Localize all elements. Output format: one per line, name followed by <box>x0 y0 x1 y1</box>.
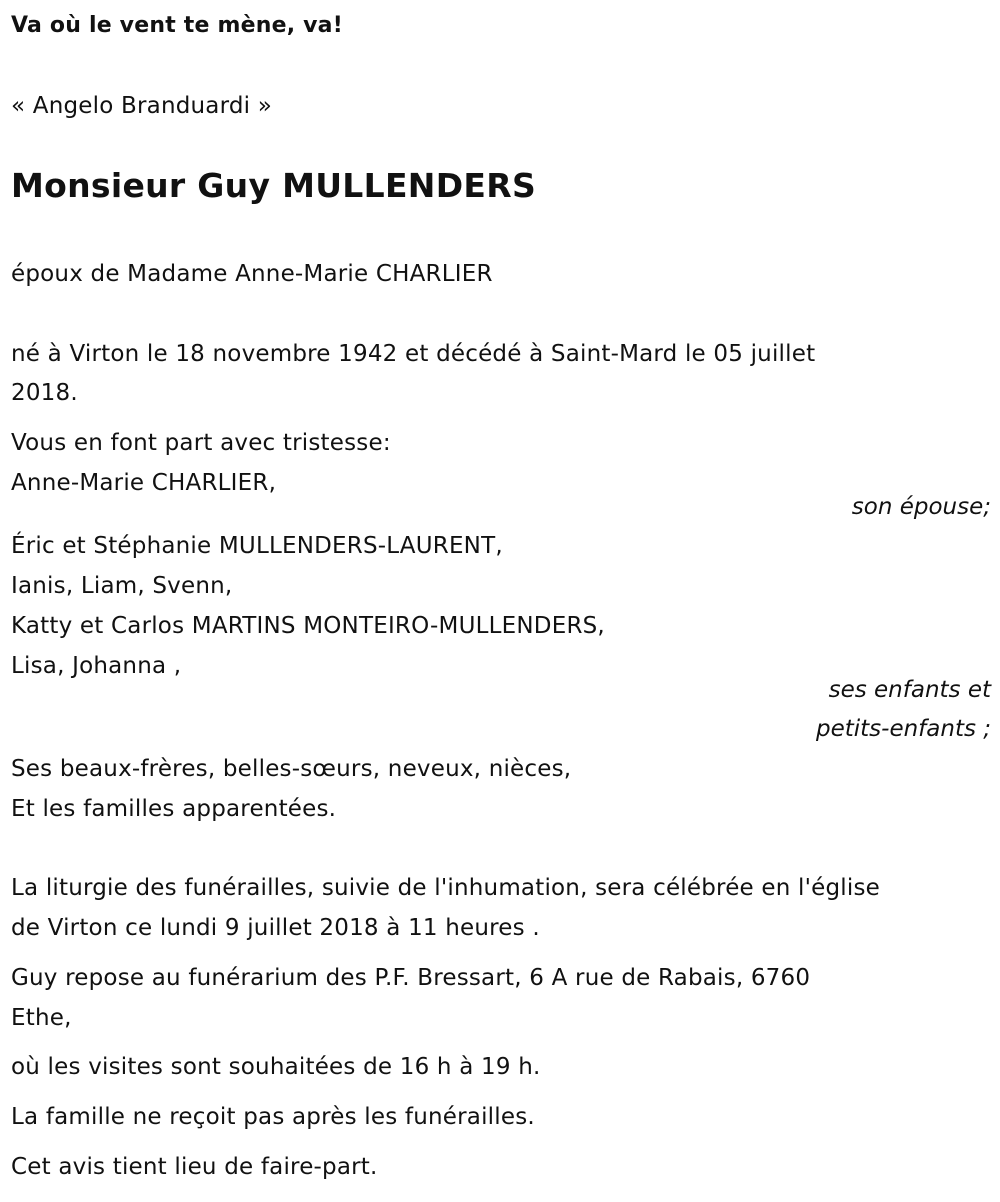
funeral-line-2: de Virton ce lundi 9 juillet 2018 à 11 heures . <box>11 915 540 941</box>
announce-intro: Vous en font part avec tristesse: <box>11 430 391 456</box>
no-reception-line: La famille ne reçoit pas après les funérailles. <box>11 1104 535 1130</box>
deceased-name: Monsieur Guy MULLENDERS <box>11 166 537 205</box>
family-others-line: Ses beaux-frères, belles-sœurs, neveux, nièces, <box>11 756 572 782</box>
family-child-line: Katty et Carlos MARTINS MONTEIRO-MULLENDERS, <box>11 613 605 639</box>
birth-death-line-1: né à Virton le 18 novembre 1942 et décédé à Saint-Mard le 05 juillet <box>11 341 816 367</box>
children-role-line-1: ses enfants et <box>828 677 991 703</box>
funeral-line-1: La liturgie des funérailles, suivie de l'inhumation, sera célébrée en l'église <box>11 875 881 901</box>
visits-line: où les visites sont souhaitées de 16 h à 19 h. <box>11 1054 541 1080</box>
repose-line-1: Guy repose au funérarium des P.F. Bressart, 6 A rue de Rabais, 6760 <box>11 965 811 991</box>
family-others-line: Et les familles apparentées. <box>11 796 337 822</box>
family-child-line: Éric et Stéphanie MULLENDERS-LAURENT, <box>11 533 503 559</box>
children-role-line-2: petits-enfants ; <box>815 716 991 742</box>
family-child-line: Lisa, Johanna , <box>11 653 182 679</box>
motto-quote: Va où le vent te mène, va! <box>11 13 343 38</box>
family-spouse: Anne-Marie CHARLIER, <box>11 470 277 496</box>
motto-author: « Angelo Branduardi » <box>11 93 273 119</box>
spouse-role: son épouse; <box>851 494 991 520</box>
spouse-of-line: époux de Madame Anne-Marie CHARLIER <box>11 261 493 287</box>
repose-line-2: Ethe, <box>11 1005 72 1031</box>
birth-death-line-2: 2018. <box>11 380 78 406</box>
notice-line: Cet avis tient lieu de faire-part. <box>11 1154 378 1180</box>
family-child-line: Ianis, Liam, Svenn, <box>11 573 233 599</box>
